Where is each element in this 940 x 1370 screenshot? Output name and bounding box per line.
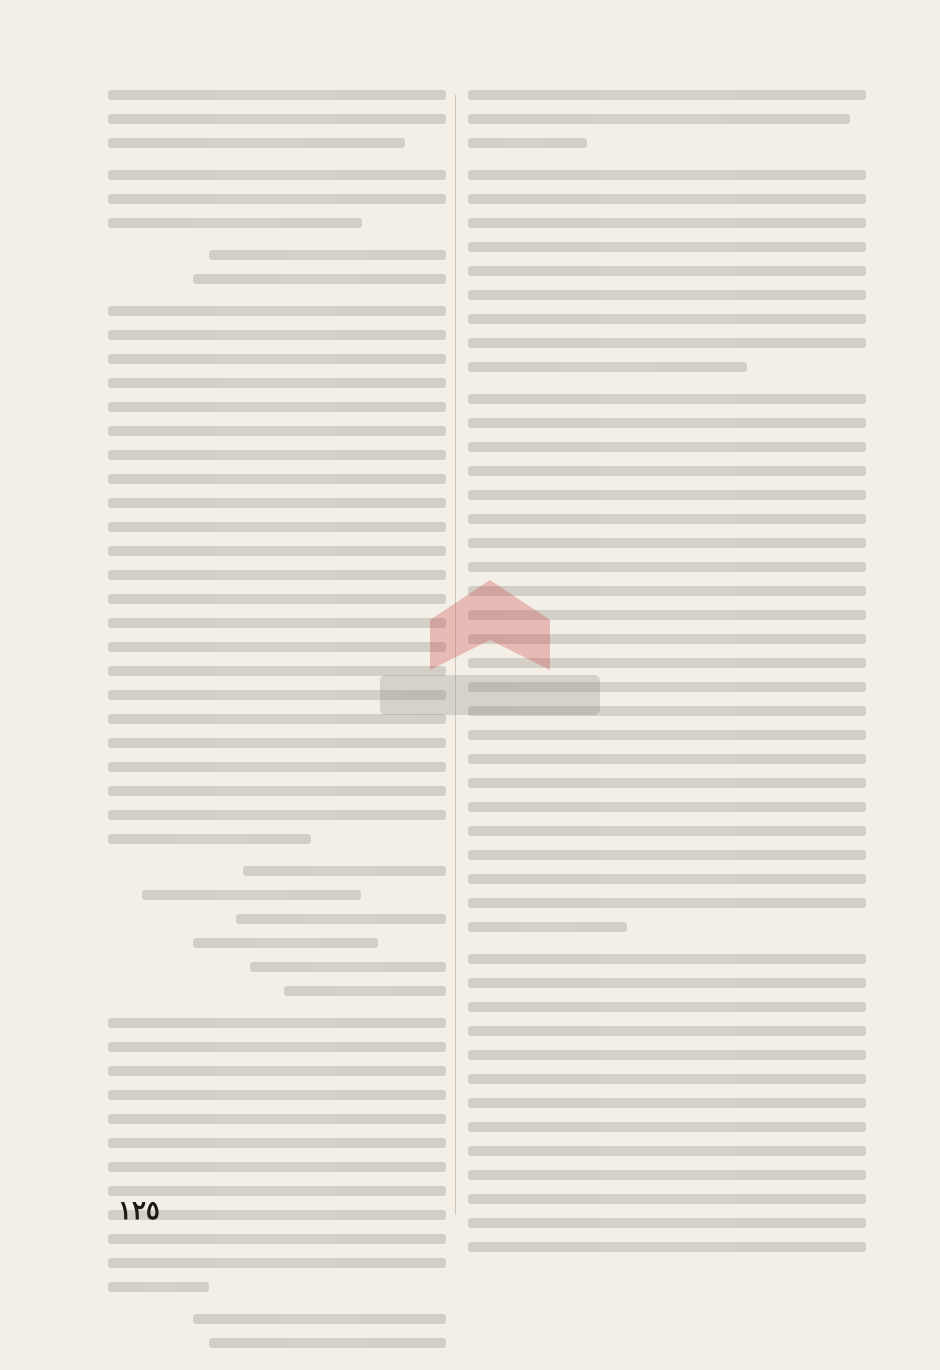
archive-watermark [360, 560, 620, 730]
paragraph-block [468, 170, 866, 372]
verse-block [108, 1314, 446, 1348]
paragraph-block [468, 954, 866, 1252]
paragraph-block [468, 90, 866, 148]
paragraph-block [108, 170, 446, 228]
page-number: ١٢٥ [118, 1196, 160, 1226]
verse-block [108, 866, 446, 996]
verse-block [108, 250, 446, 284]
paragraph-block [108, 90, 446, 148]
paragraph-block [108, 1018, 446, 1292]
left-column [108, 90, 446, 1370]
